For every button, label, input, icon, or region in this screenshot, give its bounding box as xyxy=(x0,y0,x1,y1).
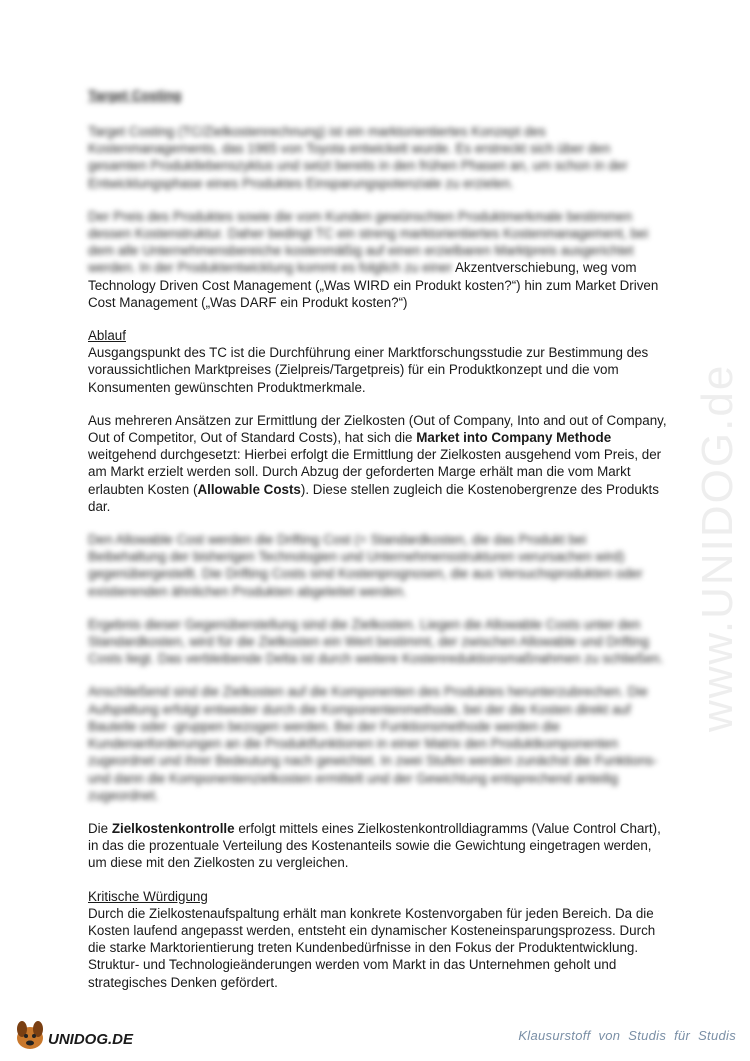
ablauf-heading: Ablauf xyxy=(88,328,126,344)
control-text-a: Die xyxy=(88,820,112,836)
intro-paragraph-blurred: Target Costing (TC/Zielkostenrechnung) ist ein marktorientiertes Konzept des Kostenmanagements, das 1965 von Toyota entwickelt wurde. Es erstreckt sich über den gesamten Produktlebenszyklus und setzt bereits in den frühen Phasen an, um schon in der Entwicklungsphase eines Produktes Einsparungspotenziale zu erzielen. xyxy=(88,124,628,191)
intro-paragraph-2 xyxy=(88,208,668,311)
kritik-text: Durch die Zielkostenaufspaltung erhält man konkrete Kostenvorgaben für jeden Bereich. Da die Kosten laufend angepasst werden, entsteht ein dynamischer Kosteneinsparungsprozess. Durch die starke Marktorientierung treten Kundenbedürfnisse in den Fokus der Produktentwicklung. Struktur- und Technologieänderungen werden vom Markt in das Unternehmen geholt und strategisches Denken gefördert. xyxy=(88,905,656,990)
watermark-svg xyxy=(690,280,750,740)
drifting-cost-paragraph: Den Allowable Cost werden die Drifting Cost (= Standardkosten, die das Produkt bei Beibehaltung der bisherigen Technologien und Unternehmensstrukturen verursachen wird) gegenübergestellt. Die Drifting Costs sind Kostenprognosen, die aus Versuchsprodukten oder existierenden ähnlichen Produkten abgeleitet werden. xyxy=(88,532,643,599)
document-title: Target Costing xyxy=(88,88,182,103)
control-bold-term: Zielkostenkontrolle xyxy=(111,820,235,836)
zielkosten-paragraph: Ergebnis dieser Gegenüberstellung sind die Zielkosten. Liegen die Allowable Costs unter den Standardkosten, wird für die Zielkosten ein Wert bestimmt, der zwischen Allowable und Drifting Costs liegt. Das verbleibende Delta ist durch weitere Kostenreduktionsmaßnahmen zu schließen. xyxy=(88,616,664,667)
watermark-text: www.UNIDOG.de xyxy=(693,363,742,732)
intro-blurred-text: Der Preis des Produktes sowie die vom Kunden gewünschten Produktmerkmale bestimmen dessen Kostenstruktur. Daher bedingt TC ein streng marktorientiertes Kostenmanagement, bei dem alle Unternehmensbereiche kostenmäßig auf einen erzielbaren Marktpreis ausgerichtet werden. In der Produktentwicklung kommt es folglich zu einer xyxy=(88,208,649,276)
methods-text-c: ). Diese stellen zugleich die Kostenobergrenze des Produkts dar. xyxy=(88,481,659,514)
ablauf-text: Ausgangspunkt des TC ist die Durchführung einer Marktforschungsstudie zur Bestimmung des voraussichtlichen Marktpreises (Zielpreis/Targetpreis) für ein Produktkonzept und die vom Konsumenten gewünschten Produktmerkmale. xyxy=(88,345,649,395)
unidog-logo xyxy=(8,1012,158,1056)
komponenten-paragraph: Anschließend sind die Zielkosten auf die Komponenten des Produktes herunterzubrechen. Die Aufspaltung erfolgt entweder durch die Komponentenmethode, bei der die Kosten direkt auf Bauteile oder -gruppen bezogen werden. Bei der Funktionsmethode werden die Kundenanforderungen an die Produktfunktionen in einer Matrix den Produktkomponenten zugeordnet und ihrer Bedeutung nach gewichtet. In zwei Stufen werden zunächst die Funktions- und dann die Komponentenzielkosten ermittelt und der Gewichtung entsprechend anteilig zugeordnet. xyxy=(88,684,658,803)
kritik-section xyxy=(88,888,668,991)
methods-bold-term-2: Allowable Costs xyxy=(197,481,301,497)
document-body xyxy=(88,88,668,991)
logo-text: UNIDOG.DE xyxy=(48,1031,134,1048)
methods-text-a: Aus mehreren Ansätzen zur Ermittlung der Zielkosten (Out of Company, Into and out of Company, Out of Competitor, Out of Standard Costs), hat sich die xyxy=(88,412,667,446)
control-paragraph xyxy=(88,820,668,872)
methods-text-b: weitgehend durchgesetzt: Hierbei erfolgt die Ermittlung der Zielkosten ausgehend vom Preis, der am Markt erzielt werden soll. Durch Abzug der geforderten Marge erhält man die vom Markt erlaubten Kosten ( xyxy=(88,447,662,497)
kritik-heading: Kritische Würdigung xyxy=(88,888,208,904)
methods-bold-term: Market into Company Methode xyxy=(416,430,612,446)
footer-slogan: Klausurstoff von Studis für Studis xyxy=(518,1028,736,1043)
methods-paragraph xyxy=(88,412,668,515)
watermark xyxy=(690,280,750,740)
dog-logo-icon xyxy=(8,1012,158,1056)
control-text-b: erfolgt mittels eines Zielkostenkontrolldiagramms (Value Control Chart), in das die prozentuale Verteilung des Kostenanteils sowie die Gewichtung eingetragen werden, um diese mit den Zielkosten zu vergleichen. xyxy=(88,820,661,871)
intro-visible-text: Akzentverschiebung, weg vom Technology Driven Cost Management („Was WIRD ein Produkt kosten?“) hin zum Market Driven Cost Management („Was DARF ein Produkt kosten?“) xyxy=(88,260,659,310)
ablauf-section xyxy=(88,327,668,396)
